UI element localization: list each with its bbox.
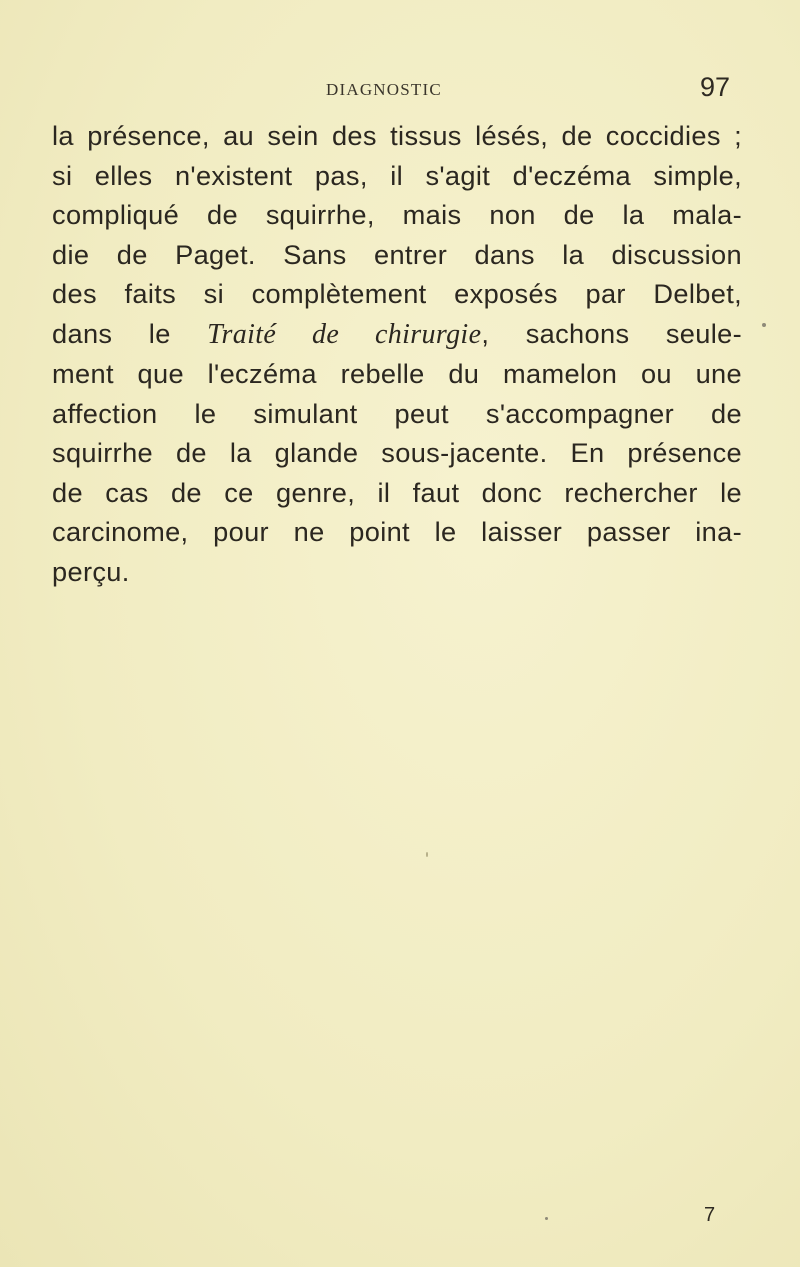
text-line: ment que l'eczéma rebelle du mamelon ou une: [52, 358, 742, 389]
text-line: squirrhe de la glande sous-jacente. En présence: [52, 437, 742, 468]
page-number: 97: [700, 72, 731, 102]
paper-speck: [545, 1217, 548, 1220]
text-line: perçu.: [52, 555, 130, 587]
signature-mark: 7: [704, 1204, 716, 1226]
text-line: affection le simulant peut s'accompagner de: [52, 397, 742, 429]
book-title-italic: Traité de chirurgie: [207, 318, 482, 350]
paper-speck: [762, 323, 766, 327]
body-paragraph: [52, 116, 742, 591]
text-line: de cas de ce genre, il faut donc rechercher le: [52, 476, 742, 508]
paper-speck: [426, 852, 428, 857]
text-line: dans le Traité de chirurgie, sachons seule-: [52, 317, 742, 350]
text-line: la présence, au sein des tissus lésés, de coccidies ;: [52, 120, 742, 151]
text-line: carcinome, pour ne point le laisser passer ina-: [52, 516, 742, 547]
text-line: die de Paget. Sans entrer dans la discussion: [52, 238, 742, 270]
text-line: si elles n'existent pas, il s'agit d'eczéma simple,: [52, 159, 742, 191]
running-title: DIAGNOSTIC: [326, 80, 442, 99]
text-line: des faits si complètement exposés par Delbet,: [52, 278, 742, 309]
text-line: compliqué de squirrhe, mais non de la mala-: [52, 199, 742, 230]
